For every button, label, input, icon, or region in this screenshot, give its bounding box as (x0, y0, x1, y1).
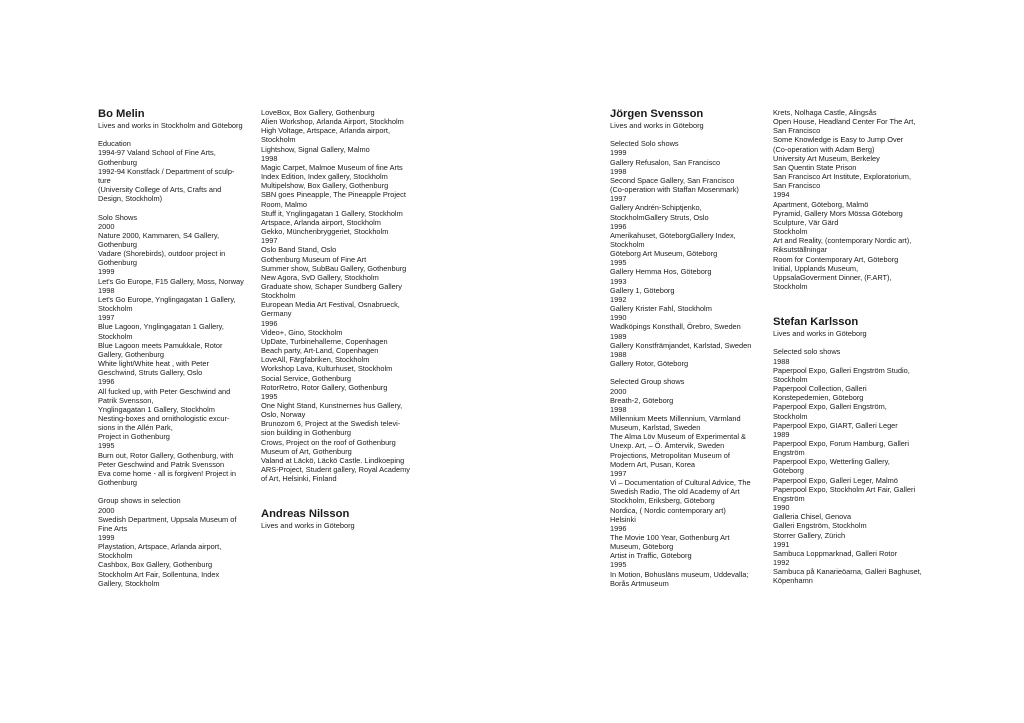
cv-line: Patrik Svensson, (98, 395, 154, 405)
cv-line: 1997 (98, 313, 115, 323)
cv-line: 1996 (98, 377, 115, 387)
cv-line: Initial, Upplands Museum, (773, 263, 859, 273)
cv-line: Some Knowledge is Easy to Jump Over (773, 135, 904, 145)
cv-line: Stockholm (610, 240, 645, 250)
artist-name: Bo Melin (98, 108, 145, 120)
cv-line: Playstation, Artspace, Arlanda airport, (98, 542, 222, 552)
cv-line: Engström (773, 493, 805, 503)
cv-line: 1995 (610, 258, 627, 268)
cv-line: Riksutställningar (773, 245, 828, 255)
cv-line: Beach party, Art-Land, Copenhagen (261, 346, 379, 356)
artist-block-stefan-karlsson (773, 316, 928, 585)
cv-line: Galleria Chisel, Genova (773, 512, 852, 522)
cv-line: Paperpool Expo, Galleri Leger, Malmö (773, 475, 898, 485)
cv-line: Second Space Gallery, San Francisco (610, 175, 735, 185)
cv-line: 1989 (773, 429, 790, 439)
cv-line: Oslo, Norway (261, 410, 306, 420)
cv-line: Borås Artmuseum (610, 578, 669, 588)
cv-line: Gallery Refusalon, San Francisco (610, 157, 721, 167)
cv-line: Projections, Metropolitan Museum of (610, 450, 730, 460)
cv-line: San Francisco (773, 181, 821, 191)
cv-line: 1990 (610, 313, 627, 323)
cv-line: (Co-operation with Staffan Mosenmark) (610, 185, 739, 195)
cv-line: Nature 2000, Kammaren, S4 Gallery, (98, 230, 220, 240)
cv-line: 1996 (610, 221, 627, 231)
cv-line: Nesting-boxes and ornithologistic excur- (98, 413, 230, 423)
cv-line: Stuff it, Ynglingagatan 1 Gallery, Stockholm (261, 208, 403, 218)
cv-line: Let's Go Europe, Ynglingagatan 1 Gallery, (98, 294, 236, 304)
artist-subtitle: Lives and works in Göteborg (610, 121, 704, 130)
cv-line: Gothenburg (98, 240, 138, 249)
cv-line: One Night Stand, Kunstnernes hus Gallery, (261, 401, 403, 410)
cv-line: Index Edition, Index gallery, Stockholm (261, 172, 388, 182)
cv-line: Gothenburg (98, 478, 138, 488)
cv-line: Nordica, ( Nordic contemporary art) (610, 505, 726, 515)
cv-line: Brunozom 6, Project at the Swedish televi- (261, 419, 401, 429)
cv-line: Ynglingagatan 1 Gallery, Stockholm (98, 404, 215, 414)
cv-line: Museum, Karlstad, Sweden (610, 423, 701, 433)
cv-line: Museum of Art, Gothenburg (261, 446, 352, 456)
spacer (98, 203, 256, 212)
cv-line: RotorRetro, Rotor Gallery, Gothenburg (261, 382, 388, 392)
cv-line: Gallery Andrén-Schiptjenko, (610, 203, 702, 213)
cv-line: Cashbox, Box Gallery, Gothenburg (98, 560, 213, 570)
cv-line: Stockholm (98, 304, 133, 314)
cv-line: 1996 (610, 523, 627, 533)
cv-line: Wadköpings Konsthall, Örebro, Sweden (610, 322, 741, 332)
cv-list (773, 347, 928, 585)
cv-line: Modern Art, Pusan, Korea (610, 459, 696, 469)
cv-line: Sambuca Loppmarknad, Galleri Rotor (773, 548, 898, 558)
cv-line: 1998 (610, 166, 627, 176)
artist-name: Andreas Nilsson (261, 508, 350, 521)
cv-line: Paperpool Expo, GIART, Galleri Leger (773, 420, 898, 430)
cv-line: Stockholm (261, 291, 296, 301)
cv-line: San Quentin State Prison (773, 162, 857, 172)
cv-line: Crows, Project on the roof of Gothenburg (261, 437, 396, 447)
cv-line: 1993 (610, 276, 627, 286)
cv-line: Gothenburg (98, 157, 138, 167)
cv-line: Artist in Traffic, Göteborg (610, 551, 692, 561)
cv-line: Vi – Documentation of Cultural Advice, The (610, 478, 751, 488)
cv-line: Stockholm (773, 411, 808, 421)
cv-line: 1995 (261, 391, 278, 401)
cv-line: Gallery Hemma Hos, Göteborg (610, 267, 712, 277)
cv-line: ARS-Project, Student gallery, Royal Academy (261, 465, 410, 475)
cv-line: Solo Shows (98, 212, 138, 222)
cv-line: of Art, Helsinki, Finland (261, 474, 337, 484)
cv-line: Apartment, Göteborg, Malmö (773, 199, 869, 209)
cv-line: Peter Geschwind and Patrik Svensson (98, 459, 225, 469)
cv-line: Gothenburg Museum of Fine Art (261, 254, 367, 264)
cv-line: Stockholm (773, 374, 808, 384)
cv-line: Konstepedemien, Göteborg (773, 393, 864, 403)
cv-line: Selected solo shows (773, 347, 841, 357)
cv-line: The Alma Löv Museum of Experimental & (610, 432, 746, 442)
cv-line: (University College of Arts, Crafts and (98, 185, 222, 195)
column-bo-melin-2 (261, 108, 421, 540)
cv-line: Valand at Läckö, Läckö Castle. Lindkoeping (261, 455, 405, 465)
cv-line: Lightshow, Signal Gallery, Malmo (261, 144, 370, 154)
column-jorgen-svensson-1 (610, 108, 760, 588)
spacer (610, 368, 760, 377)
cv-line: 1995 (98, 441, 115, 451)
cv-line: 1990 (773, 503, 790, 513)
cv-line: Video+, Gino, Stockholm (261, 327, 343, 337)
cv-line: All fucked up, with Peter Geschwind and (98, 386, 231, 396)
cv-line: Gothenburg (98, 258, 138, 268)
cv-line: 1998 (261, 153, 278, 163)
cv-line: Geschwind, Struts Gallery, Oslo (98, 368, 203, 378)
cv-line: Paperpool Expo, Galleri Engström, (773, 402, 887, 412)
cv-line: Blue Lagoon, Ynglingagatan 1 Gallery, (98, 322, 224, 332)
cv-line: 1997 (261, 236, 278, 246)
cv-line: 1997 (610, 468, 627, 478)
cv-line: StockholmGallery Struts, Oslo (610, 212, 709, 222)
cv-line: Eva come home - all is forgiven! Project in (98, 468, 237, 478)
cv-line: Breath-2, Göteborg (610, 395, 674, 405)
cv-line: ture (98, 175, 111, 185)
cv-line: Stockholm (261, 135, 296, 145)
spacer (98, 487, 256, 496)
cv-line: LoveAll, Färgfabriken, Stockholm (261, 355, 370, 365)
cv-line: 1992 (610, 294, 627, 304)
cv-line: In Motion, Bohusläns museum, Uddevalla; (610, 569, 749, 579)
cv-line: 1994-97 Valand School of Fine Arts, (98, 148, 216, 158)
cv-line: Paperpool Expo, Galleri Engström Studio, (773, 365, 910, 375)
cv-line: Stockholm, Eriksberg, Göteborg (610, 496, 715, 506)
cv-line: Gallery, Stockholm (98, 578, 160, 588)
cv-line: Stockholm Art Fair, Sollentuna, Index (98, 569, 220, 579)
cv-line: Stockholm (98, 551, 133, 561)
cv-line: 1997 (610, 194, 627, 204)
cv-line: Paperpool Expo, Wetterling Gallery, (773, 457, 890, 467)
artist-subtitle: Lives and works in Göteborg (261, 521, 355, 531)
cv-line: 1999 (98, 532, 115, 542)
cv-line: Art and Reality, (contemporary Nordic art), (773, 236, 912, 246)
cv-line: Sculpture, Vär Gärd (773, 217, 839, 227)
cv-line: Paperpool Expo, Forum Hamburg, Galleri (773, 438, 909, 448)
cv-line: Swedish Radio, The old Academy of Art (610, 487, 740, 497)
cv-line: 1999 (610, 148, 627, 158)
cv-line: Education (98, 139, 131, 149)
cv-line: 2000 (98, 221, 115, 231)
cv-line: Summer show, SubBau Gallery, Gothenburg (261, 263, 407, 273)
cv-line: SBN goes Pineapple, The Pineapple Project (261, 190, 406, 200)
cv-line: Sambuca på Kanarieöarna, Galleri Baghuset, (773, 567, 922, 577)
cv-line: 1989 (610, 331, 627, 341)
cv-line: Stockholm (98, 331, 133, 341)
cv-line: Göteborg (773, 466, 804, 476)
cv-line: The Movie 100 Year, Gothenburg Art (610, 533, 730, 542)
cv-line: Gallery, Gothenburg (98, 349, 165, 359)
cv-line: Unexp. Art, – Ö. Ämtervik, Sweden (610, 441, 725, 451)
cv-list (773, 108, 928, 291)
artist-block-andreas-nilsson (261, 508, 421, 530)
cv-line: Multipelshow, Box Gallery, Gothenburg (261, 181, 389, 191)
cv-line: Blue Lagoon meets Pamukkale, Rotor (98, 340, 223, 350)
cv-line: sion building in Gothenburg (261, 428, 351, 438)
cv-line: Museum, Göteborg (610, 542, 674, 552)
cv-line: Gallery Rotor, Göteborg (610, 359, 689, 369)
cv-line: Design, Stockholm) (98, 194, 163, 204)
cv-line: San Francisco (773, 126, 821, 136)
artist-name: Stefan Karlsson (773, 316, 859, 329)
cv-line: Swedish Department, Uppsala Museum of (98, 514, 237, 524)
cv-line: Group shows in selection (98, 496, 181, 506)
artist-name: Jörgen Svensson (610, 108, 704, 120)
cv-line: San Francisco Art Institute, Exploratorium, (773, 172, 912, 182)
cv-line: Vadare (Shorebirds), outdoor project in (98, 249, 226, 259)
cv-line: White light/White heat , with Peter (98, 359, 209, 369)
cv-line: 1998 (98, 285, 115, 295)
cv-line: Gallery 1, Göteborg (610, 285, 675, 295)
cv-line: Amerikahuset, GöteborgGallery Index, (610, 230, 736, 240)
cv-line: Helsinki (610, 514, 636, 524)
cv-line: Selected Group shows (610, 377, 685, 387)
cv-line: Krets, Nolhaga Castle, Alingsås (773, 108, 877, 117)
cv-line: Millennium Meets Millennium, Värmland (610, 413, 741, 423)
cv-line: Pyramid, Gallery Mors Mössa Göteborg (773, 208, 903, 218)
cv-line: UpDate, Turbinehallerne, Copenhagen (261, 336, 388, 346)
cv-line: Artspace, Arlanda airport, Stockholm (261, 217, 381, 227)
cv-line: 1998 (610, 404, 627, 414)
cv-line: 2000 (610, 386, 627, 396)
cv-line: 1988 (610, 349, 627, 359)
cv-line: Köpenhamn (773, 576, 813, 586)
cv-line: 1999 (98, 267, 115, 277)
column-jorgen-svensson-2 (773, 108, 928, 585)
cv-line: Graduate show, Schaper Sundberg Gallery (261, 281, 402, 291)
cv-line: Let's Go Europe, F15 Gallery, Moss, Norway (98, 276, 244, 286)
cv-line: UppsalaGoverment Dinner, (F.ART), (773, 272, 892, 282)
cv-list (610, 139, 760, 588)
cv-line: LoveBox, Box Gallery, Gothenburg (261, 108, 375, 117)
cv-line: High Voltage, Artspace, Arlanda airport, (261, 126, 391, 136)
cv-line: Social Service, Gothenburg (261, 373, 351, 383)
cv-line: (Co-operation with Adam Berg) (773, 144, 875, 154)
cv-line: Alien Workshop, Arlanda Airport, Stockholm (261, 117, 404, 127)
cv-line: Workshop Lava, Kulturhuset, Stockholm (261, 364, 393, 374)
cv-line: 1994 (773, 190, 790, 200)
cv-line: Paperpool Collection, Galleri (773, 384, 867, 394)
cv-line: Room, Malmo (261, 199, 307, 209)
cv-list (98, 139, 256, 588)
cv-line: University Art Museum, Berkeley (773, 153, 880, 163)
cv-line: Magic Carpet, Malmoe Museum of fine Arts (261, 162, 403, 172)
cv-line: Stockholm (773, 281, 808, 291)
cv-line: 1992-94 Konstfack / Department of sculp- (98, 166, 235, 176)
cv-line: 1995 (610, 560, 627, 570)
cv-line: Storrer Gallery, Zürich (773, 530, 846, 540)
cv-line: Göteborg Art Museum, Göteborg (610, 249, 718, 259)
cv-line: Gallery Konstfrämjandet, Karlstad, Sweden (610, 340, 752, 350)
cv-line: Project in Gothenburg (98, 432, 170, 442)
cv-line: 1992 (773, 558, 790, 568)
cv-line: Engström (773, 448, 805, 458)
artist-subtitle: Lives and works in Stockholm and Göteborg (98, 121, 243, 130)
cv-line: Fine Arts (98, 523, 128, 533)
cv-line: New Agora, SvD Gallery, Stockholm (261, 272, 379, 282)
cv-line: Paperpool Expo, Stockholm Art Fair, Galleri (773, 484, 916, 494)
cv-line: Gekko, Münchenbryggeriet, Stockholm (261, 227, 389, 237)
cv-line: 1991 (773, 539, 790, 549)
column-bo-melin-1 (98, 108, 256, 588)
cv-line: Gallery Krister Fahl, Stockholm (610, 304, 712, 314)
cv-line: Stockholm (773, 227, 808, 237)
cv-line: 1988 (773, 356, 790, 366)
artist-subtitle: Lives and works in Göteborg (773, 329, 867, 339)
cv-line: Selected Solo shows (610, 139, 679, 149)
cv-line: 2000 (98, 505, 115, 515)
cv-line: Burn out, Rotor Gallery, Gothenburg, with (98, 450, 234, 460)
cv-line: Germany (261, 309, 292, 319)
cv-line: 1996 (261, 318, 278, 328)
cv-line: European Media Art Festival, Osnabrueck, (261, 300, 400, 310)
cv-line: Galleri Engström, Stockholm (773, 521, 867, 531)
cv-line: Room for Contemporary Art, Göteborg (773, 254, 899, 264)
cv-line: Oslo Band Stand, Oslo (261, 245, 337, 255)
cv-line: sions in the Allén Park, (98, 423, 173, 433)
cv-line: Open House, Headland Center For The Art, (773, 117, 916, 127)
cv-list (261, 108, 421, 483)
